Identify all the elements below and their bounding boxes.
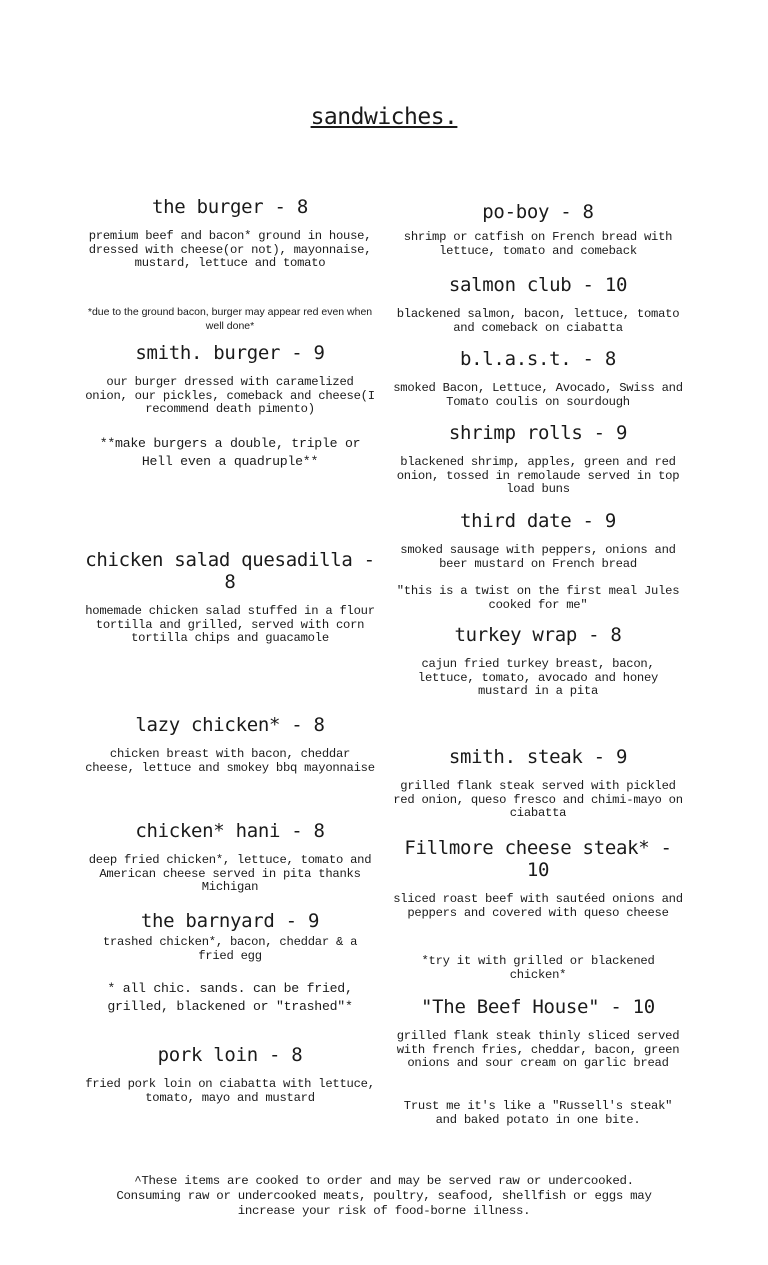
item-description: smoked Bacon, Lettuce, Avocado, Swiss and Tomato coulis on sourdough <box>393 381 683 409</box>
menu-item-fillmore-cheese-steak <box>388 837 688 920</box>
page-title: sandwiches. <box>310 104 458 130</box>
disclaimer-line: ^These items are cooked to order and may be served raw or undercooked. <box>134 1174 634 1188</box>
item-description: shrimp or catfish on French bread with lettuce, tomato and comeback <box>403 230 673 258</box>
menu-item-shrimp-rolls <box>393 422 683 497</box>
item-name: po-boy - 8 <box>482 201 594 223</box>
item-name: chicken salad quesadilla - 8 <box>85 549 375 593</box>
item-name: lazy chicken* - 8 <box>135 714 325 736</box>
item-description: our burger dressed with caramelized onion, our pickles, comeback and cheese(I recommend death pimento) <box>85 375 375 417</box>
menu-item-beef-house <box>393 996 683 1071</box>
note-text: **make burgers a double, triple or Hell even a quadruple** <box>99 436 361 469</box>
menu-item-third-date <box>393 510 683 571</box>
item-name: turkey wrap - 8 <box>454 624 622 646</box>
note-text: * all chic. sands. can be fried, grilled, blackened or "trashed"* <box>107 981 353 1014</box>
menu-item-turkey-wrap <box>393 624 683 699</box>
item-description: trashed chicken*, bacon, cheddar & a fried egg <box>102 935 358 963</box>
menu-item-salmon-club <box>393 274 683 335</box>
menu-item-the-burger <box>85 196 375 271</box>
beef-house-note <box>393 1100 683 1127</box>
item-description: fried pork loin on ciabatta with lettuce, tomato, mayo and mustard <box>85 1077 375 1105</box>
item-description: deep fried chicken*, lettuce, tomato and American cheese served in pita thanks Michigan <box>88 853 372 895</box>
item-name: pork loin - 8 <box>157 1044 303 1066</box>
item-description: grilled flank steak thinly sliced served with french fries, cheddar, bacon, green onions and sour cream on garlic bread <box>396 1029 680 1071</box>
item-name: "The Beef House" - 10 <box>421 996 655 1018</box>
menu-item-smith-steak <box>393 746 683 821</box>
third-date-note <box>393 585 683 612</box>
fillmore-note <box>393 955 683 982</box>
item-description: sliced roast beef with sautéed onions and peppers and covered with queso cheese <box>393 892 683 920</box>
item-name: chicken* hani - 8 <box>135 820 325 842</box>
menu-item-po-boy <box>393 201 683 258</box>
item-name: shrimp rolls - 9 <box>448 422 628 444</box>
item-name: b.l.a.s.t. - 8 <box>460 348 616 370</box>
item-name: smith. steak - 9 <box>448 746 628 768</box>
item-description: cajun fried turkey breast, bacon, lettuce, tomato, avocado and honey mustard in a pita <box>417 657 659 699</box>
note-text: *due to the ground bacon, burger may appear red even when well done* <box>87 306 373 332</box>
disclaimer-line: Consuming raw or undercooked meats, poultry, seafood, shellfish or eggs may <box>116 1189 652 1203</box>
menu-item-pork-loin <box>85 1044 375 1105</box>
item-description: homemade chicken salad stuffed in a flour tortilla and grilled, served with corn tortilla chips and guacamole <box>85 604 375 646</box>
item-description: premium beef and bacon* ground in house, dressed with cheese(or not), mayonnaise, mustard, lettuce and tomato <box>88 229 372 271</box>
burger-size-note <box>85 435 375 471</box>
note-text: Trust me it's like a "Russell's steak" and baked potato in one bite. <box>403 1099 673 1127</box>
item-name: the barnyard - 9 <box>140 910 320 932</box>
note-text: *try it with grilled or blackened chicken* <box>421 954 655 982</box>
item-name: salmon club - 10 <box>448 274 628 296</box>
item-name: smith. burger - 9 <box>135 342 325 364</box>
food-safety-disclaimer <box>80 1174 688 1219</box>
menu-item-smith-burger <box>85 342 375 417</box>
item-description: smoked sausage with peppers, onions and beer mustard on French bread <box>400 543 676 571</box>
item-description: blackened shrimp, apples, green and red onion, tossed in remolaude served in top load buns <box>396 455 680 497</box>
menu-item-the-barnyard <box>85 910 375 963</box>
item-description: blackened salmon, bacon, lettuce, tomato and comeback on ciabatta <box>396 307 680 335</box>
item-name: the burger - 8 <box>152 196 308 218</box>
disclaimer-line: increase your risk of food-borne illness. <box>237 1204 531 1218</box>
item-name: Fillmore cheese steak* - 10 <box>404 837 672 881</box>
menu-item-chicken-hani <box>85 820 375 895</box>
menu-item-lazy-chicken <box>85 714 375 775</box>
menu-item-blast <box>393 348 683 409</box>
note-text: "this is a twist on the first meal Jules cooked for me" <box>396 584 680 612</box>
chicken-sandwich-note <box>85 980 375 1016</box>
item-description: chicken breast with bacon, cheddar cheese, lettuce and smokey bbq mayonnaise <box>85 747 375 775</box>
burger-note <box>85 305 375 333</box>
item-name: third date - 9 <box>460 510 616 532</box>
menu-item-chicken-salad-quesadilla <box>75 549 385 646</box>
item-description: grilled flank steak served with pickled red onion, queso fresco and chimi-mayo on ciabatta <box>393 779 683 821</box>
